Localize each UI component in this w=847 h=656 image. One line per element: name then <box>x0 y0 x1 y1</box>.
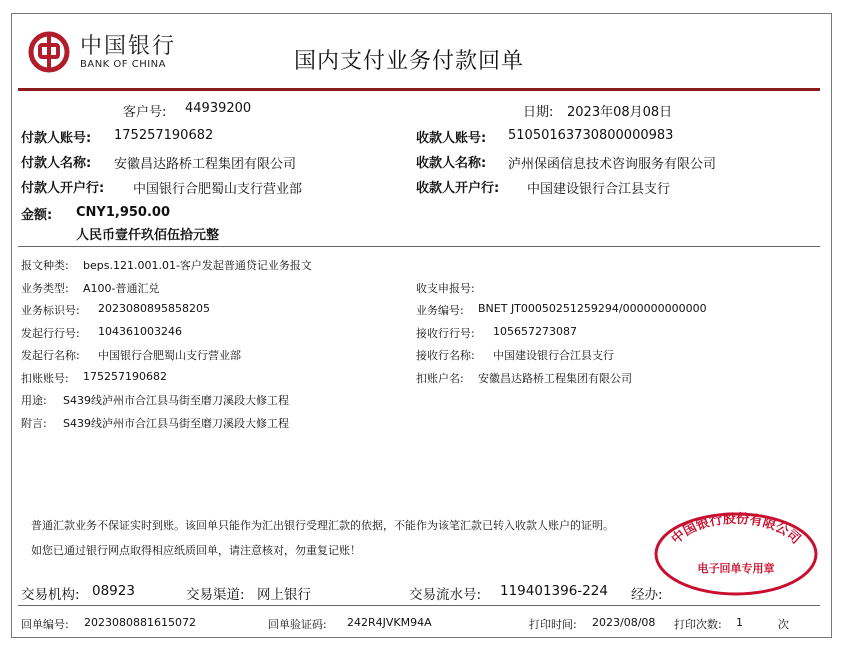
customer-no-value: 44939200 <box>185 101 252 116</box>
print-time: 2023/08/08 <box>592 616 656 629</box>
payer-bank-label: 付款人开户行: <box>21 181 105 196</box>
payee-bank-label: 收款人开户行: <box>416 181 500 196</box>
recv-bank-no-label: 接收行行号: <box>416 327 475 340</box>
receipt-no-footer-label: 回单编号: <box>21 618 69 631</box>
payer-account: 175257190682 <box>114 128 214 143</box>
payee-name-label: 收款人名称: <box>416 156 487 171</box>
payer-bank: 中国银行合肥蜀山支行营业部 <box>133 182 303 197</box>
payee-bank: 中国建设银行合江县支行 <box>527 182 671 197</box>
purpose-label: 用途: <box>21 394 47 407</box>
debit-account-label: 扣账账号: <box>21 372 69 385</box>
msg-type-label: 报文种类: <box>21 259 69 272</box>
print-count-label: 打印次数: <box>674 618 722 631</box>
biz-no-label: 业务编号: <box>416 304 464 317</box>
msg-type: beps.121.001.01-客户发起普通贷记业务报文 <box>83 259 312 272</box>
send-bank-no-label: 发起行行号: <box>21 327 80 340</box>
header-divider <box>18 88 820 91</box>
date-value: 2023年08月08日 <box>567 105 673 120</box>
customer-no-label: 客户号: <box>123 105 167 120</box>
debit-account-name: 安徽昌达路桥工程集团有限公司 <box>478 372 632 385</box>
remark-label: 附言: <box>21 417 47 430</box>
amount-value: CNY1,950.00 <box>76 205 170 220</box>
payee-account: 510501637308000009​83 <box>508 128 674 143</box>
times-unit: 次 <box>778 618 789 631</box>
amount-divider <box>18 246 820 247</box>
payer-account-label: 付款人账号: <box>21 131 92 146</box>
amount-in-words: 人民币壹仟玖佰伍拾元整 <box>76 228 220 243</box>
org-label: 交易机构: <box>21 587 80 603</box>
channel-value: 网上银行 <box>257 587 311 603</box>
remark: S439线泸州市合江县马街至磨刀溪段大修工程 <box>63 417 289 430</box>
date-label: 日期: <box>523 105 554 120</box>
seal-top-text: 中国银行股份有限公司 <box>668 511 804 548</box>
serial-label: 交易流水号: <box>409 587 482 603</box>
payee-account-label: 收款人账号: <box>416 131 487 146</box>
notice-line-1: 普通汇款业务不保证实时到账。该回单只能作为汇出银行受理汇款的依据，不能作为该笔汇款已转入收款人账户的证明。 <box>31 519 614 532</box>
biz-id: 2023080895858205 <box>98 302 210 315</box>
notice-line-2: 如您已通过银行网点取得相应纸质回单，请注意核对，勿重复记账！ <box>31 544 361 557</box>
receipt-no-footer: 2023080881615072 <box>84 616 196 629</box>
biz-type-label: 业务类型: <box>21 282 69 295</box>
bank-name-cn: 中国银行 <box>80 34 177 59</box>
send-bank-name-label: 发起行名称: <box>21 349 80 362</box>
print-time-label: 打印时间: <box>529 618 577 631</box>
footer-divider <box>18 605 820 606</box>
purpose: S439线泸州市合江县马街至磨刀溪段大修工程 <box>63 394 289 407</box>
serial-value: 119401396-224 <box>500 583 608 599</box>
debit-account: 175257190682 <box>83 370 167 383</box>
handler-label: 经办: <box>631 587 663 603</box>
send-bank-no: 104361003246 <box>98 325 182 338</box>
electronic-receipt-seal <box>652 511 820 597</box>
payer-name-label: 付款人名称: <box>21 156 92 171</box>
bank-name-en: BANK OF CHINA <box>80 59 166 70</box>
org-value: 08923 <box>92 583 135 599</box>
amount-label: 金额: <box>21 208 53 223</box>
recv-bank-name: 中国建设银行合江县支行 <box>493 349 614 362</box>
biz-type: A100-普通汇兑 <box>83 282 160 295</box>
send-bank-name: 中国银行合肥蜀山支行营业部 <box>98 349 241 362</box>
debit-account-name-label: 扣账户名: <box>416 372 464 385</box>
payer-name: 安徽昌达路桥工程集团有限公司 <box>114 157 297 172</box>
bank-of-china-logo-icon <box>28 31 70 73</box>
verify-code-label: 回单验证码: <box>268 618 327 631</box>
verify-code: 242R4JVKM94A <box>347 616 432 629</box>
recv-bank-name-label: 接收行名称: <box>416 349 475 362</box>
biz-id-label: 业务标识号: <box>21 304 80 317</box>
print-count: 1 <box>736 616 743 629</box>
channel-label: 交易渠道: <box>186 587 245 603</box>
payee-name: 泸州保函信息技术咨询服务有限公司 <box>508 157 717 172</box>
recv-bank-no: 105657273087 <box>493 325 577 338</box>
biz-no: BNET JT00050251259294/000000000000 <box>478 302 707 315</box>
document-title: 国内支付业务付款回单 <box>294 49 525 74</box>
seal-bottom-text: 电子回单专用章 <box>697 562 775 575</box>
receipt-no-label: 收支申报号: <box>416 282 475 295</box>
